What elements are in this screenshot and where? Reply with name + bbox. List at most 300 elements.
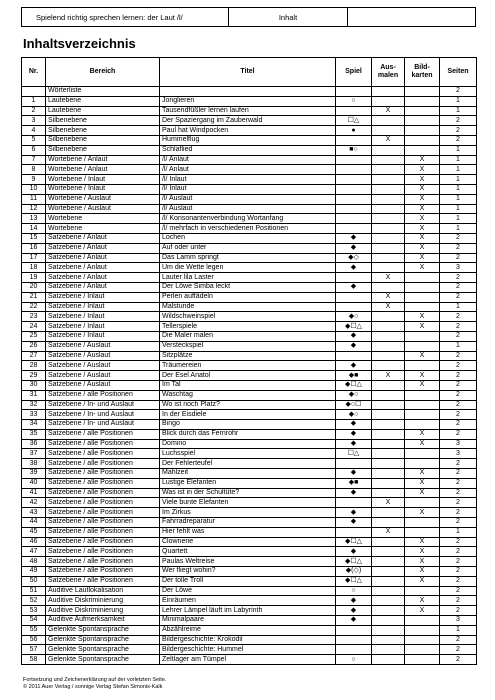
cell-nr: 14 [22,224,46,234]
cell-bereich: Satzebene / alle Positionen [46,449,160,459]
cell-nr: 20 [22,282,46,292]
cell-ausmalen [372,87,405,97]
cell-bildkarten: X [405,194,440,204]
table-row [22,194,477,204]
cell-spiel: ◆ [336,469,372,479]
cell-bereich: Wortebene / Inlaut [46,175,160,185]
cell-seiten: 2 [440,312,477,322]
cell-spiel: ◆☐△ [336,576,372,586]
cell-titel: /l/ Anlaut [160,155,336,165]
cell-spiel: ◆ [336,341,372,351]
cell-bildkarten [405,331,440,341]
cell-bildkarten: X [405,557,440,567]
header-section: Inhalt [229,8,348,26]
cell-bildkarten [405,625,440,635]
cell-spiel: ◆ [336,263,372,273]
table-row [22,527,477,537]
cell-bildkarten [405,116,440,126]
cell-seiten: 2 [440,537,477,547]
cell-bildkarten [405,400,440,410]
cell-nr: 49 [22,567,46,577]
cell-bereich: Satzebene / alle Positionen [46,478,160,488]
cell-ausmalen [372,145,405,155]
cell-spiel: ◆ [336,361,372,371]
table-row [22,341,477,351]
table-row [22,233,477,243]
cell-seiten: 1 [440,527,477,537]
cell-bildkarten: X [405,263,440,273]
cell-bereich: Satzebene / Inlaut [46,322,160,332]
cell-bereich: Lautebene [46,106,160,116]
cell-ausmalen [372,282,405,292]
cell-seiten: 2 [440,126,477,136]
cell-ausmalen [372,616,405,626]
cell-titel: /l/ Inlaut [160,175,336,185]
cell-titel: Bildergeschichte: Hummel [160,645,336,655]
cell-bereich: Gelenkte Spontansprache [46,645,160,655]
cell-bildkarten: X [405,606,440,616]
cell-ausmalen [372,233,405,243]
cell-spiel: ◆☐△ [336,322,372,332]
cell-ausmalen [372,625,405,635]
cell-titel: Quartett [160,547,336,557]
cell-seiten: 1 [440,224,477,234]
cell-bildkarten [405,527,440,537]
cell-ausmalen [372,567,405,577]
cell-spiel: ◆ [336,282,372,292]
cell-bereich: Wortebene [46,224,160,234]
cell-ausmalen [372,165,405,175]
cell-titel: Bingo [160,420,336,430]
cell-nr: 3 [22,116,46,126]
cell-nr: 38 [22,459,46,469]
table-row [22,224,477,234]
cell-titel: Mahlzeit [160,469,336,479]
cell-titel: Wo ist noch Platz? [160,400,336,410]
cell-nr: 40 [22,478,46,488]
cell-bildkarten [405,145,440,155]
cell-bildkarten: X [405,204,440,214]
cell-titel: Lustige Elefanten [160,478,336,488]
cell-spiel [336,351,372,361]
table-row [22,106,477,116]
cell-nr: 33 [22,410,46,420]
cell-spiel: ◆ [336,233,372,243]
cell-nr: 26 [22,341,46,351]
table-row [22,175,477,185]
table-row [22,576,477,586]
cell-bereich: Satzebene / Anlaut [46,273,160,283]
cell-spiel: ○ [336,586,372,596]
cell-titel: Im Tal [160,380,336,390]
cell-seiten: 2 [440,557,477,567]
cell-nr: 32 [22,400,46,410]
cell-bildkarten: X [405,576,440,586]
cell-titel: Lauter lila Laster [160,273,336,283]
cell-spiel: ◆ [336,616,372,626]
footer-note: Fortsetzung und Zeichenerklärung auf der vorletzten Seite. [23,677,167,683]
cell-spiel [336,273,372,283]
cell-ausmalen [372,449,405,459]
table-row [22,586,477,596]
cell-bildkarten [405,420,440,430]
cell-nr: 36 [22,439,46,449]
table-row [22,616,477,626]
cell-titel: Was ist in der Schultüte? [160,488,336,498]
cell-nr: 31 [22,390,46,400]
cell-spiel: ◆■ [336,478,372,488]
cell-seiten: 2 [440,322,477,332]
page-footer [23,677,166,691]
cell-ausmalen [372,224,405,234]
contents-table [21,57,477,665]
table-row [22,518,477,528]
cell-bereich: Satzebene / alle Positionen [46,537,160,547]
cell-titel: /l/ Auslaut [160,204,336,214]
cell-seiten: 3 [440,263,477,273]
cell-bildkarten [405,518,440,528]
table-row [22,498,477,508]
cell-nr: 8 [22,165,46,175]
cell-ausmalen: X [372,527,405,537]
cell-ausmalen [372,243,405,253]
cell-bildkarten: X [405,233,440,243]
cell-spiel: ◆○ [336,390,372,400]
cell-nr: 39 [22,469,46,479]
cell-bereich: Satzebene / Auslaut [46,351,160,361]
header-book-title: Spielend richtig sprechen lernen: der Laut /l/ [22,8,229,26]
table-row [22,126,477,136]
cell-bildkarten [405,135,440,145]
cell-nr: 52 [22,596,46,606]
cell-seiten: 2 [440,116,477,126]
cell-nr: 23 [22,312,46,322]
cell-ausmalen [372,596,405,606]
cell-ausmalen [372,469,405,479]
cell-nr: 27 [22,351,46,361]
cell-nr: 5 [22,135,46,145]
cell-spiel: ◆ [336,488,372,498]
cell-spiel: ◆■ [336,371,372,381]
table-header-row [22,58,477,87]
cell-ausmalen [372,312,405,322]
cell-seiten: 2 [440,331,477,341]
cell-ausmalen [372,537,405,547]
page-title: Inhaltsverzeichnis [23,36,136,51]
cell-seiten: 1 [440,145,477,155]
table-row [22,439,477,449]
cell-ausmalen [372,547,405,557]
cell-bildkarten [405,361,440,371]
cell-seiten: 3 [440,616,477,626]
cell-titel: Tellerspiele [160,322,336,332]
table-row [22,596,477,606]
cell-nr: 11 [22,194,46,204]
cell-bildkarten [405,655,440,665]
cell-bereich: Satzebene / Auslaut [46,380,160,390]
cell-bereich: Gelenkte Spontansprache [46,625,160,635]
cell-bereich: Satzebene / alle Positionen [46,527,160,537]
cell-seiten: 1 [440,302,477,312]
cell-bildkarten: X [405,429,440,439]
cell-titel: Fahrradreparatur [160,518,336,528]
cell-seiten: 2 [440,606,477,616]
cell-bildkarten: X [405,224,440,234]
cell-titel: Minimalpaare [160,616,336,626]
cell-seiten: 2 [440,253,477,263]
cell-nr: 58 [22,655,46,665]
table-row [22,606,477,616]
cell-seiten: 1 [440,214,477,224]
table-row [22,214,477,224]
cell-spiel: ◆ [336,508,372,518]
cell-seiten: 2 [440,87,477,97]
cell-ausmalen [372,184,405,194]
table-row [22,567,477,577]
table-row [22,204,477,214]
cell-bereich: Satzebene / Inlaut [46,292,160,302]
cell-seiten: 2 [440,400,477,410]
cell-seiten: 1 [440,165,477,175]
cell-bereich: Satzebene / In- und Auslaut [46,410,160,420]
cell-spiel: ◆☐△ [336,380,372,390]
cell-nr: 1 [22,96,46,106]
cell-ausmalen: X [372,106,405,116]
table-row [22,302,477,312]
cell-titel: Lehrer Lämpel läuft im Labyrinth [160,606,336,616]
cell-bereich: Auditive Aufmerksamkeit [46,616,160,626]
cell-titel [160,87,336,97]
cell-seiten: 2 [440,547,477,557]
cell-spiel: ◆ [336,518,372,528]
cell-titel: Sitzplätze [160,351,336,361]
cell-bildkarten: X [405,380,440,390]
table-row [22,655,477,665]
cell-spiel: ◆(◇) [336,567,372,577]
header-empty-cell [348,8,475,26]
cell-ausmalen [372,155,405,165]
table-row [22,165,477,175]
cell-titel: Der Esel Anatol [160,371,336,381]
cell-spiel: ◆☐△ [336,557,372,567]
cell-titel: /l/ mehrfach in verschiedenen Positionen [160,224,336,234]
cell-bereich: Wortebene / Auslaut [46,194,160,204]
cell-titel: Tausendfüßler lernen laufen [160,106,336,116]
cell-bildkarten: X [405,371,440,381]
table-row [22,282,477,292]
cell-ausmalen [372,400,405,410]
table-row [22,410,477,420]
cell-nr: 17 [22,253,46,263]
cell-seiten: 2 [440,292,477,302]
cell-seiten: 2 [440,586,477,596]
table-row [22,243,477,253]
cell-bereich: Satzebene / alle Positionen [46,459,160,469]
cell-ausmalen [372,351,405,361]
cell-bildkarten: X [405,439,440,449]
cell-spiel: ◆○ [336,312,372,322]
table-row [22,449,477,459]
table-row [22,184,477,194]
cell-spiel: ◆ [336,547,372,557]
cell-nr: 29 [22,371,46,381]
cell-seiten: 2 [440,596,477,606]
cell-bereich: Satzebene / In- und Auslaut [46,420,160,430]
cell-nr: 15 [22,233,46,243]
cell-ausmalen: X [372,371,405,381]
cell-bereich: Satzebene / alle Positionen [46,576,160,586]
cell-ausmalen [372,341,405,351]
cell-bereich: Auditive Lautlokalisation [46,586,160,596]
cell-seiten: 2 [440,420,477,430]
cell-ausmalen [372,429,405,439]
cell-seiten: 2 [440,645,477,655]
cell-ausmalen [372,410,405,420]
cell-bildkarten [405,586,440,596]
column-header-bereich: Bereich [46,58,160,87]
cell-bildkarten: X [405,312,440,322]
cell-nr: 51 [22,586,46,596]
cell-ausmalen [372,194,405,204]
cell-nr: 53 [22,606,46,616]
cell-titel: /l/ Anlaut [160,165,336,175]
cell-spiel: ◆ [336,429,372,439]
table-row [22,400,477,410]
cell-spiel: ◆ [336,331,372,341]
cell-nr: 22 [22,302,46,312]
cell-bildkarten [405,390,440,400]
table-row [22,557,477,567]
cell-bildkarten: X [405,175,440,185]
cell-bereich: Silbenebene [46,145,160,155]
cell-seiten: 2 [440,576,477,586]
cell-titel: Hummelflug [160,135,336,145]
table-row [22,116,477,126]
cell-ausmalen [372,645,405,655]
cell-seiten: 2 [440,380,477,390]
cell-bereich: Satzebene / Anlaut [46,263,160,273]
cell-bereich: Satzebene / Inlaut [46,302,160,312]
cell-seiten: 1 [440,341,477,351]
cell-ausmalen [372,606,405,616]
cell-nr: 54 [22,616,46,626]
cell-bildkarten: X [405,351,440,361]
cell-bereich: Lautebene [46,96,160,106]
cell-nr: 41 [22,488,46,498]
cell-bildkarten [405,616,440,626]
cell-nr: 4 [22,126,46,136]
cell-spiel: ◆ [336,596,372,606]
cell-ausmalen [372,204,405,214]
cell-seiten: 2 [440,390,477,400]
table-row [22,322,477,332]
table-row [22,273,477,283]
cell-ausmalen [372,586,405,596]
cell-spiel [336,135,372,145]
cell-titel: Bildergeschichte: Krokodil [160,635,336,645]
cell-bereich: Satzebene / Auslaut [46,361,160,371]
cell-nr: 30 [22,380,46,390]
cell-spiel [336,184,372,194]
cell-bereich: Wortebene / Anlaut [46,165,160,175]
cell-titel: Blick durch das Fernrohr [160,429,336,439]
cell-bildkarten: X [405,567,440,577]
cell-spiel: ◆ [336,420,372,430]
table-row [22,537,477,547]
cell-nr: 56 [22,635,46,645]
table-row [22,253,477,263]
cell-bereich: Satzebene / Auslaut [46,371,160,381]
cell-bereich: Satzebene / alle Positionen [46,439,160,449]
cell-ausmalen [372,488,405,498]
cell-bereich: Satzebene / In- und Auslaut [46,400,160,410]
cell-nr: 46 [22,537,46,547]
cell-ausmalen [372,380,405,390]
cell-bildkarten [405,341,440,351]
table-row [22,390,477,400]
cell-ausmalen [372,322,405,332]
cell-spiel [336,204,372,214]
cell-seiten: 2 [440,273,477,283]
cell-ausmalen [372,96,405,106]
cell-ausmalen [372,361,405,371]
cell-seiten: 2 [440,243,477,253]
cell-titel: Zeltlager am Tümpel [160,655,336,665]
cell-spiel [336,292,372,302]
table-row [22,331,477,341]
cell-titel: Jonglieren [160,96,336,106]
cell-nr: 45 [22,527,46,537]
cell-bildkarten: X [405,155,440,165]
cell-ausmalen [372,459,405,469]
cell-titel: Perlen auffädeln [160,292,336,302]
cell-bereich: Satzebene / alle Positionen [46,567,160,577]
cell-spiel: ● [336,126,372,136]
cell-nr: 57 [22,645,46,655]
cell-bildkarten: X [405,596,440,606]
cell-titel: Der Löwe Simba leckt [160,282,336,292]
cell-bereich: Satzebene / alle Positionen [46,488,160,498]
cell-spiel [336,194,372,204]
table-row [22,155,477,165]
cell-ausmalen: X [372,292,405,302]
cell-bereich: Satzebene / Anlaut [46,233,160,243]
cell-spiel: ○ [336,655,372,665]
cell-seiten: 2 [440,233,477,243]
cell-titel: Um die Wette legen [160,263,336,273]
cell-titel: Hier fehlt was [160,527,336,537]
cell-bildkarten [405,126,440,136]
cell-bereich: Satzebene / Anlaut [46,282,160,292]
cell-seiten: 1 [440,204,477,214]
cell-nr: 48 [22,557,46,567]
cell-titel: Die Maler malen [160,331,336,341]
cell-seiten: 1 [440,106,477,116]
cell-seiten: 2 [440,361,477,371]
cell-spiel: ◆○ [336,410,372,420]
cell-bereich: Satzebene / alle Positionen [46,498,160,508]
cell-bildkarten [405,292,440,302]
cell-nr: 6 [22,145,46,155]
cell-spiel [336,635,372,645]
cell-bereich: Satzebene / Auslaut [46,341,160,351]
cell-nr: 34 [22,420,46,430]
cell-nr: 9 [22,175,46,185]
table-row [22,380,477,390]
table-row [22,429,477,439]
page-header [21,7,476,27]
cell-titel: In der Eisdiele [160,410,336,420]
